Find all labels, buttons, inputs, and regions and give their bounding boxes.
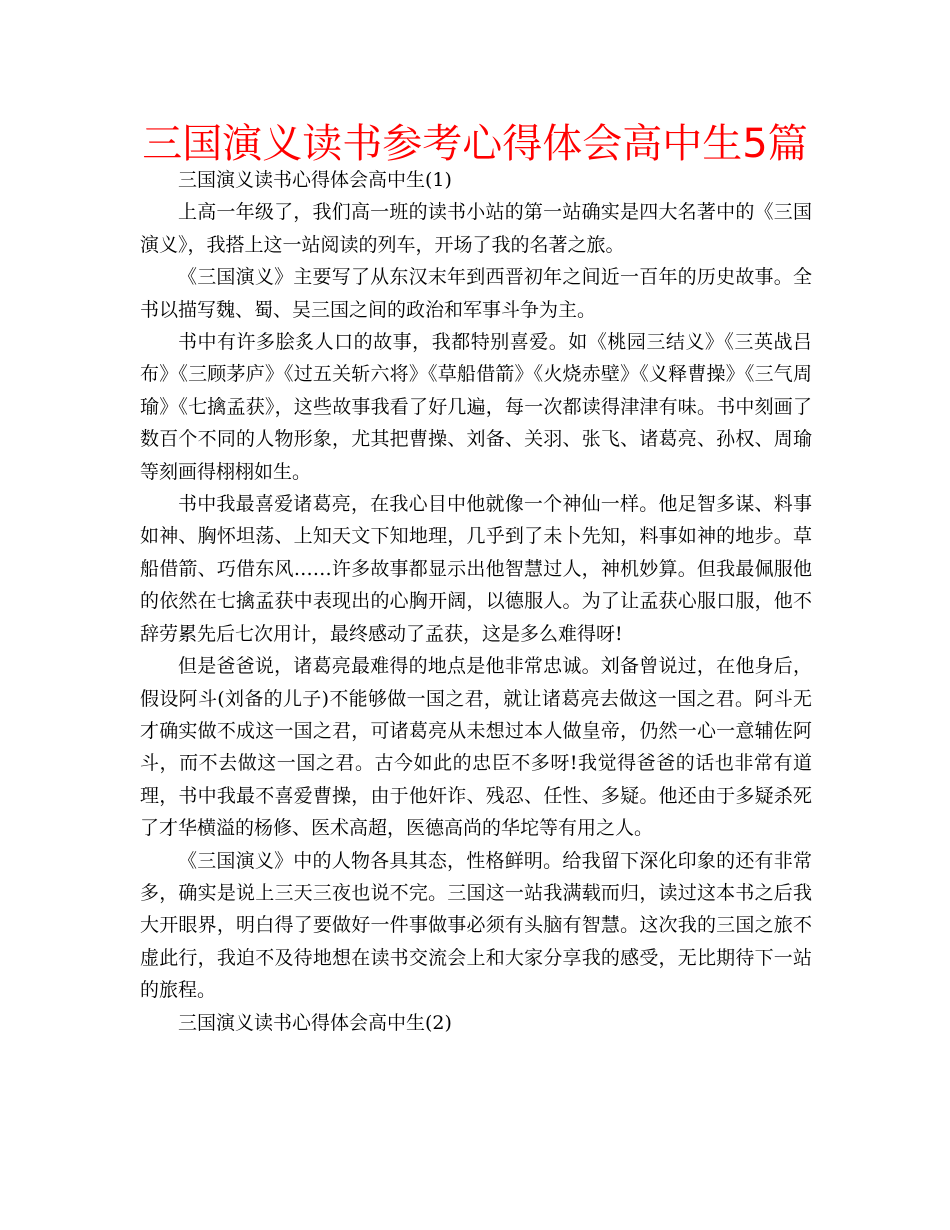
paragraph: 《三国演义》主要写了从东汉末年到西晋初年之间近一百年的历史故事。全书以描写魏、蜀、吴三国之间的政治和军事斗争为主。: [140, 266, 812, 321]
paragraph: 但是爸爸说，诸葛亮最难得的地点是他非常忠诚。刘备曾说过，在他身后，假设阿斗(刘备的儿子)不能够做一国之君，就让诸葛亮去做这一国之君。阿斗无才确实做不成这一国之君，可诸葛亮从未想过本人做皇帝，仍然一心一意辅佐阿斗，而不去做这一国之君。古今如此的忠臣不多呀!我觉得爸爸的话也非常有道理，书中我最不喜爱曹操，由于他奸诈、残忍、任性、多疑。他还由于多疑杀死了才华横溢的杨修、医术高超，医德高尚的华坨等有用之人。: [140, 655, 812, 840]
section-heading-1: 三国演义读书心得体会高中生(1): [178, 169, 452, 191]
paragraph: 上高一年级了，我们高一班的读书小站的第一站确实是四大名著中的《三国演义》，我搭上这一站阅读的列车，开场了我的名著之旅。: [140, 201, 812, 256]
section-heading-2: 三国演义读书心得体会高中生(2): [178, 1011, 452, 1034]
paragraph: 《三国演义》中的人物各具其态，性格鲜明。给我留下深化印象的还有非常多，确实是说上三天三夜也说不完。三国这一站我满载而归，读过这本书之后我大开眼界，明白得了要做好一件事做事必须有头脑有智慧。这次我的三国之旅不虚此行，我迫不及待地想在读书交流会上和大家分享我的感受，无比期待下一站的旅程。: [140, 849, 812, 1002]
document-title: 三国演义读书参考心得体会高中生5篇: [142, 121, 808, 167]
paragraph: 书中有许多脍炙人口的故事，我都特别喜爱。如《桃园三结义》《三英战吕布》《三顾茅庐》《过五关斩六将》《草船借箭》《火烧赤壁》《义释曹操》《三气周瑜》《七擒孟获》，这些故事我看了好几遍，每一次都读得津津有味。书中刻画了数百个不同的人物形象，尤其把曹操、刘备、关羽、张飞、诸葛亮、孙权、周瑜等刻画得栩栩如生。: [140, 331, 812, 483]
paragraph: 书中我最喜爱诸葛亮，在我心目中他就像一个神仙一样。他足智多谋、料事如神、胸怀坦荡、上知天文下知地理，几乎到了未卜先知，料事如神的地步。草船借箭、巧借东风……许多故事都显示出他智慧过人，神机妙算。但我最佩服他的依然在七擒孟获中表现出的心胸开阔，以德服人。为了让孟获心服口服，他不辞劳累先后七次用计，最终感动了孟获，这是多么难得呀!: [140, 493, 812, 645]
document-body: [140, 164, 812, 1039]
